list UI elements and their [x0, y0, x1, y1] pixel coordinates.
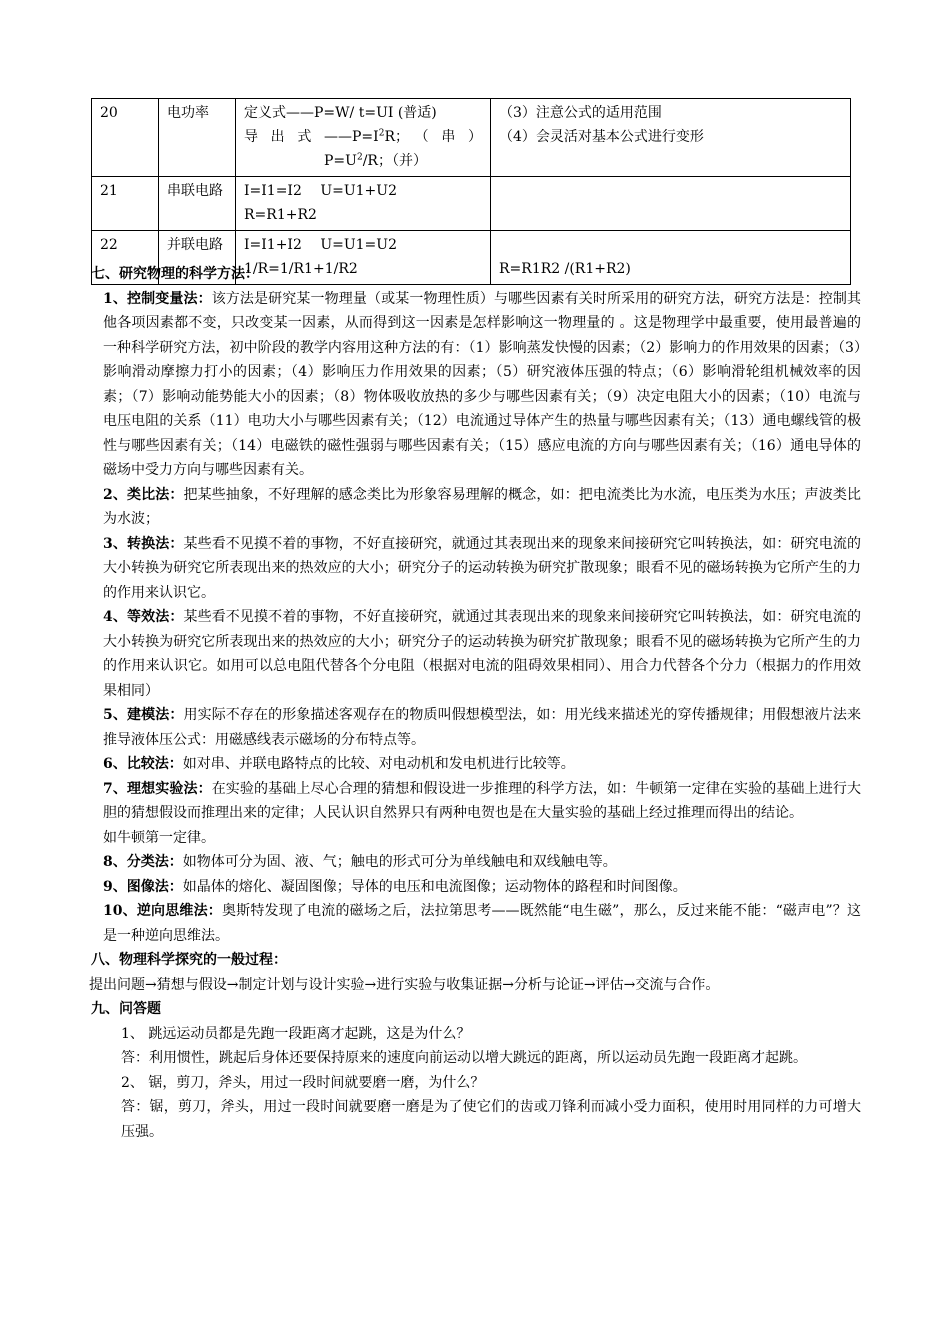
- row-formula: [236, 99, 491, 177]
- row-number: 21: [92, 177, 159, 231]
- method-label: 1、控制变量法：: [103, 290, 212, 307]
- row-name: 电功率: [159, 99, 236, 177]
- table-row: [92, 99, 851, 177]
- section-heading: 八、物理科学探究的一般过程：: [91, 952, 287, 968]
- formula-line: 导出式$——P=I^2R$；（串）: [244, 128, 482, 145]
- method-text: 奥斯特发现了电流的磁场之后，法拉第思考——既然能“电生磁”，那么，反过来能不能：“磁声电”？这是一种逆向思维法。: [103, 903, 861, 944]
- method-item: [103, 899, 861, 948]
- note-line: （3）注意公式的适用范围: [499, 105, 662, 121]
- method-label: 2、类比法：: [103, 486, 184, 503]
- method-text: 如对串、并联电路特点的比较、对电动机和发电机进行比较等。: [182, 756, 575, 772]
- method-extra-line: 如牛顿第一定律。: [103, 829, 215, 846]
- section-heading: 七、研究物理的科学方法：: [91, 266, 259, 282]
- method-item: [103, 752, 861, 777]
- document-body: [91, 262, 861, 1144]
- row-note: [491, 99, 851, 177]
- method-text: 如晶体的熔化、凝固图像；导体的电压和电流图像；运动物体的路程和时间图像。: [182, 878, 687, 895]
- method-item: [103, 850, 861, 875]
- row-number: 22: [92, 231, 159, 285]
- method-item: [103, 875, 861, 900]
- question: 1、 跳远运动员都是先跑一段距离才起跳，这是为什么？: [121, 1025, 471, 1042]
- method-label: 8、分类法：: [103, 854, 183, 870]
- question: 2、 锯，剪刀，斧头，用过一段时间就要磨一磨，为什么？: [121, 1074, 485, 1091]
- method-label: 6、比较法：: [103, 756, 183, 772]
- method-label: 10、逆向思维法：: [103, 903, 222, 919]
- answer: 答：锯，剪刀，斧头，用过一段时间就要磨一磨是为了使它们的齿或刀锋利而减小受力面积，使用时用同样的力可增大压强。: [121, 1099, 861, 1140]
- row-note: R=R1R2 /(R1+R2): [491, 231, 851, 285]
- method-label: 4、等效法：: [103, 609, 184, 625]
- method-item: [103, 703, 861, 752]
- method-item: [103, 777, 861, 826]
- row-number: 20: [92, 99, 159, 177]
- row-name: 串联电路: [159, 177, 236, 231]
- method-label: 7、理想实验法：: [103, 780, 212, 797]
- method-item: [103, 605, 861, 703]
- table-row: [92, 177, 851, 231]
- method-item: [103, 287, 861, 483]
- row-formula: I=I1=I2 U=U1+U2 R=R1+R2: [236, 177, 491, 231]
- formula-line: 定义式——P=W/ t=UI (普适): [244, 105, 437, 121]
- row-name: 并联电路: [159, 231, 236, 285]
- note-line: （4）会灵活对基本公式进行变形: [499, 129, 704, 145]
- formula-line: I=I1+I2 U=U1=U2: [244, 237, 397, 253]
- method-label: 9、图像法：: [103, 878, 183, 895]
- method-item: [103, 483, 861, 532]
- inquiry-process: 提出问题→猜想与假设→制定计划与设计实验→进行实验与收集证据→分析与论证→评估→交流与合作。: [89, 976, 720, 993]
- method-text: 某些看不见摸不着的事物，不好直接研究，就通过其表现出来的现象来间接研究它叫转换法，如：研究电流的大小转换为研究它所表现出来的热效应的大小；研究分子的运动转换为研究扩散现象；眼看不见的磁场转换为它所产生的力的作用来认识它。: [103, 535, 861, 601]
- method-text: 在实验的基础上尽心合理的猜想和假设进一步推理的科学方法，如：牛顿第一定律在实验的基础上进行大胆的猜想假设而推理出来的定律；人民认识自然界只有两种电贺也是在大量实验的基础上经过推理而得出的结论。: [103, 780, 861, 821]
- method-label: 3、转换法：: [103, 535, 184, 552]
- section-heading: 九、问答题: [91, 1001, 161, 1017]
- method-item: [103, 532, 861, 606]
- method-text: 某些看不见摸不着的事物，不好直接研究，就通过其表现出来的现象来间接研究它叫转换法，如：研究电流的大小转换为研究它所表现出来的热效应的大小；研究分子的运动转换为研究扩散现象；眼看不见的磁场转换为它所产生的力的作用来认识它。如用可以总电阻代替各个分电阻（根据对电流的阻碍效果相同）、用合力代替各个分力（根据力的作用效果相同）: [103, 609, 861, 699]
- method-text: 把某些抽象，不好理解的感念类比为形象容易理解的概念，如：把电流类比为水流，电压类为水压；声波类比为水波；: [103, 486, 861, 527]
- answer: 答：利用惯性，跳起后身体还要保持原来的速度向前运动以增大跳远的距离，所以运动员先跑一段距离才起跳。: [121, 1050, 807, 1066]
- method-text: 该方法是研究某一物理量（或某一物理性质）与哪些因素有关时所采用的研究方法，研究方法是：控制其他各项因素都不变，只改变某一因素，从而得到这一因素是怎样影响这一物理量的 。这是物理学中最重要，使用最普遍的一种科学研究方法，初中阶段的教学内容用这种方法的有：（1）影响蒸发快慢的因素；（2）影响力的作用效果的因素；（3）影响滑动摩擦力打小的因素；（4）影响压力作用效果的因素；（5）研究液体压强的特点；（6）影响滑轮组机械效率的因素；（7）影响动能势能大小的因素；（8）物体吸收放热的多少与哪些因素有关；（9）决定电阻大小的因素；（10）电流与电压电阻的关系（11）电功大小与哪些因素有关；（12）电流通过导体产生的热量与哪些因素有关；（13）通电螺线管的极性与哪些因素有关；（14）电磁铁的磁性强弱与哪些因素有关；（15）感应电流的方向与哪些因素有关；（16）通电导体的磁场中受力方向与哪些因素有关。: [103, 290, 861, 478]
- formula-line: 1/R=1/R1+1/R2: [244, 261, 358, 277]
- method-text: 用实际不存在的形象描述客观存在的物质叫假想模型法，如：用光线来描述光的穿传播规律；用假想液片法来推导液体压公式：用磁感线表示磁场的分布特点等。: [103, 707, 861, 748]
- method-text: 如物体可分为固、液、气；触电的形式可分为单线触电和双线触电等。: [182, 854, 617, 870]
- formula-line: $P=U^2/R$；（并）: [324, 152, 427, 169]
- method-label: 5、建模法：: [103, 707, 184, 723]
- row-note: [491, 177, 851, 231]
- formula-table: [91, 98, 851, 285]
